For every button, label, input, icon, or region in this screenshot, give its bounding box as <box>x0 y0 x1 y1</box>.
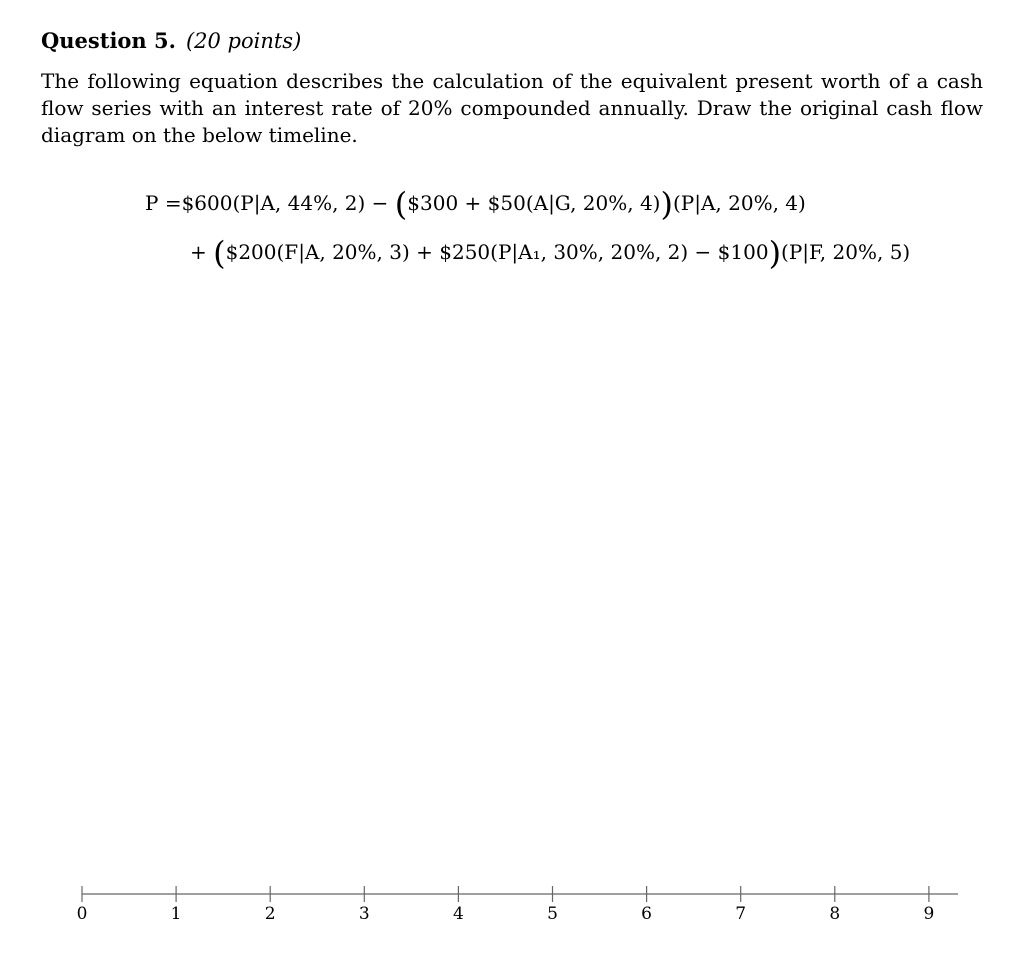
equation-line-1-inner: $300 + $50(A|G, 20%, 4) <box>407 191 661 215</box>
equation-line-2-close-paren: ) <box>768 234 782 272</box>
question-prompt: The following equation describes the calculation of the equivalent present worth of a cash flow series with an interest rate of 20% compounded annually. Draw the original cash flow diagram on the below timeline. <box>41 69 983 147</box>
timeline-label-7: 7 <box>735 904 747 924</box>
equation-line-1-lhs: P =$600(P|A, 44%, 2) − <box>145 191 395 215</box>
timeline-label-3: 3 <box>358 904 370 924</box>
timeline-label-4: 4 <box>452 904 464 924</box>
equation-line-1-close-paren: ) <box>660 185 673 223</box>
equation-line-1-open-paren: ( <box>394 185 408 223</box>
equation-line-2-tail: (P|F, 20%, 5) <box>781 240 911 264</box>
timeline-label-8: 8 <box>829 904 841 924</box>
equation-line-2-open-paren: ( <box>213 234 226 272</box>
equation-line-1-tail: (P|A, 20%, 4) <box>672 191 806 215</box>
timeline-ticks <box>77 886 935 924</box>
timeline-label-6: 6 <box>641 904 653 924</box>
timeline-label-2: 2 <box>264 904 276 924</box>
question-points: (20 points) <box>185 29 302 53</box>
question-title: Question 5. <box>41 28 176 53</box>
equation-line-2-inner: $200(F|A, 20%, 3) + $250(P|A₁, 30%, 20%, 2) − $100 <box>225 240 769 264</box>
timeline-label-0: 0 <box>76 904 88 924</box>
timeline-label-9: 9 <box>923 904 935 924</box>
timeline-label-5: 5 <box>547 904 558 924</box>
timeline-label-1: 1 <box>170 904 182 924</box>
equation-line-2-lead: + <box>190 240 214 264</box>
